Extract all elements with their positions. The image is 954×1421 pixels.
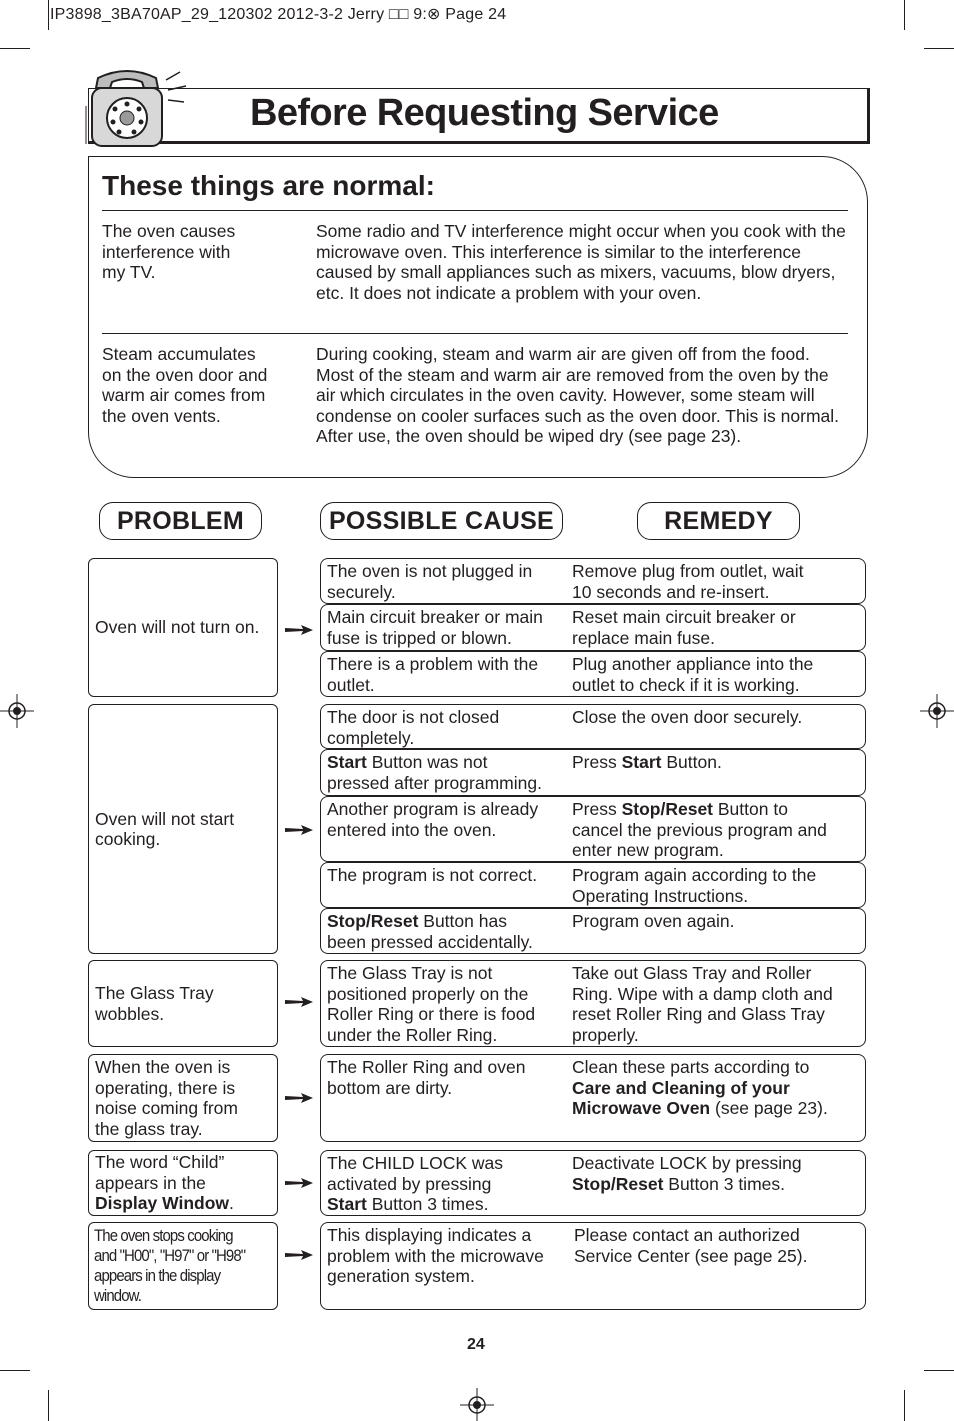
crop-mark	[904, 0, 905, 30]
cause-remedy-row	[320, 558, 866, 604]
remedy-text	[572, 799, 827, 861]
problem-label	[95, 1152, 234, 1214]
remedy-text: Program oven again.	[572, 911, 735, 931]
remedy-text-part: Button.	[661, 752, 722, 772]
problem-label: Oven will not turn on.	[95, 617, 260, 638]
problem-label: The oven stops cooking and "H00", "H97" or "H98" appears in the display window.	[94, 1226, 246, 1305]
problem-box	[88, 558, 278, 697]
divider	[102, 333, 848, 334]
cause-text: Main circuit breaker or main fuse is tripped or blown.	[327, 607, 543, 648]
cause-text-rest: Button has been pressed accidentally.	[327, 911, 533, 952]
registration-mark-icon	[460, 1388, 494, 1421]
cause-remedy-row	[320, 1222, 866, 1310]
page-title: Before Requesting Service	[250, 92, 719, 134]
crop-mark	[48, 0, 49, 30]
problem-text: The word “Child” appears in the	[95, 1152, 225, 1193]
divider	[102, 210, 848, 211]
page-number: 24	[467, 1336, 485, 1353]
remedy-text	[572, 1057, 828, 1119]
remedy-text-part: Press	[572, 752, 622, 772]
registration-mark-icon	[0, 694, 34, 728]
problem-label: Oven will not start cooking.	[95, 808, 235, 849]
cause-remedy-row	[320, 960, 866, 1047]
problem-box	[88, 960, 278, 1047]
arrow-right-icon	[285, 997, 313, 1007]
crop-mark	[0, 48, 30, 49]
remedy-text-bold: Care and Cleaning of your Microwave Oven	[572, 1077, 790, 1118]
remedy-text: Program again according to the Operating Instructions.	[572, 865, 817, 906]
remedy-text: Reset main circuit breaker or replace main fuse.	[572, 607, 796, 648]
cause-text-bold: Start	[327, 752, 367, 772]
normal-heading: These things are normal:	[102, 170, 435, 201]
cause-remedy-row	[320, 1054, 866, 1142]
arrow-right-icon	[285, 625, 313, 635]
cause-remedy-row	[320, 796, 866, 862]
telephone-icon	[84, 66, 194, 156]
cause-text: The oven is not plugged in securely.	[327, 561, 533, 602]
normal-item-label: Steam accumulates on the oven door and warm air comes from the oven vents.	[102, 344, 268, 426]
remedy-text: Please contact an authorized Service Center (see page 25).	[574, 1225, 808, 1266]
cause-text: The program is not correct.	[327, 865, 538, 885]
remedy-text: Remove plug from outlet, wait 10 seconds and re-insert.	[572, 561, 804, 602]
crop-mark	[924, 1370, 954, 1371]
column-header-cause: POSSIBLE CAUSE	[320, 502, 563, 540]
column-header-remedy: REMEDY	[637, 502, 800, 540]
remedy-text-bold: Stop/Reset	[572, 1173, 664, 1194]
arrow-right-icon	[285, 825, 313, 835]
remedy-text-part: Button 3 times.	[663, 1173, 785, 1194]
crop-mark	[0, 1370, 30, 1371]
normal-item-text: Some radio and TV interference might occur when you cook with the microwave oven. This interference is similar to the interference caused by small appliances such as mixers, vacuums, blow dryers, etc. It does not indicate a problem with your oven.	[316, 221, 846, 303]
remedy-text-part: Clean these parts according to	[572, 1057, 810, 1077]
remedy-text-part: Press	[572, 799, 622, 819]
print-slug: IP3898_3BA70AP_29_120302 2012-3-2 Jerry □□ 9:⊗ Page 24	[50, 6, 507, 23]
cause-remedy-row	[320, 604, 866, 651]
crop-mark	[904, 1390, 905, 1421]
cause-remedy-row	[320, 651, 866, 697]
cause-remedy-row	[320, 749, 866, 796]
arrow-right-icon	[285, 1250, 313, 1260]
remedy-text	[572, 752, 722, 773]
remedy-text-part: (see page 23).	[710, 1098, 828, 1118]
problem-text: .	[229, 1193, 234, 1214]
normal-item-label: The oven causes interference with my TV.	[102, 221, 236, 282]
remedy-text: Take out Glass Tray and Roller Ring. Wipe with a damp cloth and reset Roller Ring and Glass Tray properly.	[572, 963, 833, 1045]
crop-mark	[48, 1390, 49, 1421]
problem-text-bold: Display Window	[95, 1193, 230, 1214]
cause-text-rest: Button was not pressed after programming.	[327, 752, 542, 793]
cause-remedy-row	[320, 908, 866, 954]
problem-label: The Glass Tray wobbles.	[95, 983, 214, 1024]
cause-text: This displaying indicates a problem with the microwave generation system.	[327, 1225, 544, 1286]
arrow-right-icon	[285, 1093, 313, 1103]
remedy-text-part: Button to cancel the previous program and enter new program.	[572, 799, 827, 860]
cause-remedy-row	[320, 704, 866, 749]
problem-box	[88, 1222, 278, 1310]
cause-text	[327, 752, 542, 793]
problem-box	[88, 1054, 278, 1142]
problem-label: When the oven is operating, there is noise coming from the glass tray.	[95, 1057, 238, 1139]
cause-remedy-row	[320, 1150, 866, 1216]
cause-text	[327, 1153, 503, 1215]
arrow-right-icon	[285, 1178, 313, 1188]
remedy-text-bold: Stop/Reset	[621, 799, 714, 819]
remedy-text: Close the oven door securely.	[572, 707, 803, 727]
cause-text-bold: Start	[327, 1194, 367, 1214]
remedy-text-part: Deactivate LOCK by pressing	[572, 1153, 802, 1173]
problem-box	[88, 704, 278, 954]
remedy-text-bold: Start	[621, 752, 662, 772]
cause-text: Another program is already entered into the oven.	[327, 799, 539, 840]
cause-remedy-row	[320, 862, 866, 908]
cause-text: The door is not closed completely.	[327, 707, 500, 748]
cause-text-part: The CHILD LOCK was activated by pressing	[327, 1153, 504, 1194]
cause-text: The Roller Ring and oven bottom are dirty.	[327, 1057, 526, 1098]
cause-text-bold: Stop/Reset	[327, 911, 419, 931]
cause-text-part: Button 3 times.	[366, 1194, 489, 1214]
registration-mark-icon	[920, 694, 954, 728]
cause-text: There is a problem with the outlet.	[327, 654, 539, 695]
normal-item-text: During cooking, steam and warm air are given off from the food. Most of the steam and warm air are removed from the oven by the air which circulates in the oven cavity. However, some steam will condense on cooler surfaces such as the oven door. This is normal. After use, the oven should be wiped dry (see page 23).	[316, 344, 840, 446]
cause-text	[327, 911, 533, 952]
remedy-text: Plug another appliance into the outlet to check if it is working.	[572, 654, 814, 695]
column-header-problem: PROBLEM	[99, 502, 262, 540]
cause-text: The Glass Tray is not positioned properly on the Roller Ring or there is food under the Roller Ring.	[327, 963, 536, 1045]
remedy-text	[572, 1153, 802, 1194]
crop-mark	[924, 48, 954, 49]
problem-box	[88, 1150, 278, 1216]
